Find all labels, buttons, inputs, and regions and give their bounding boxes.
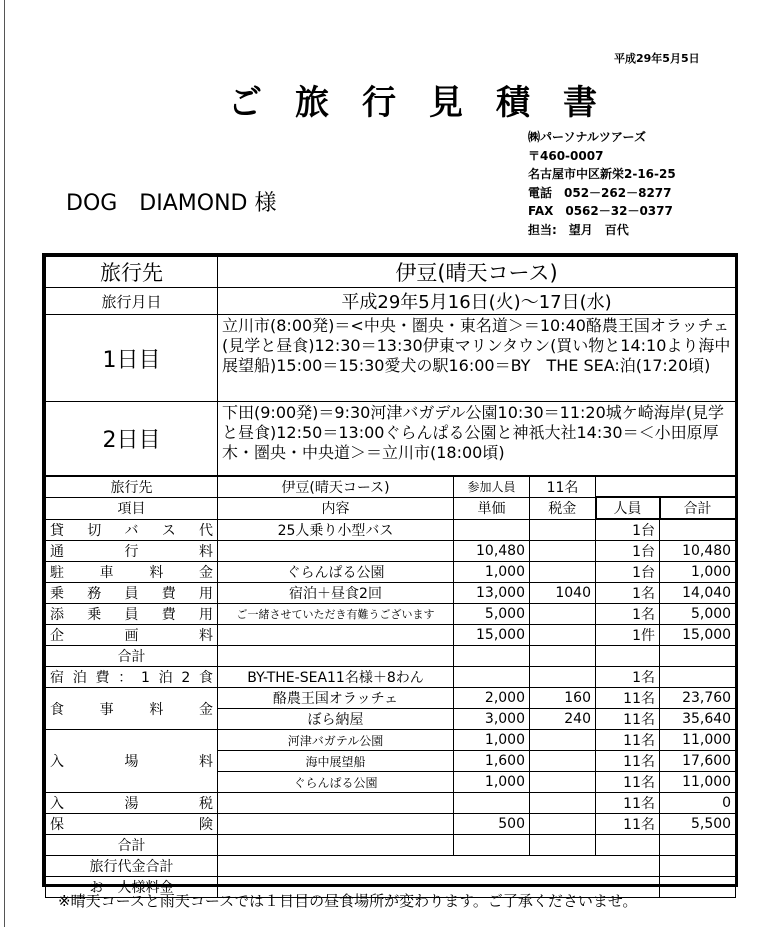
entry-people: 11名 [596, 772, 660, 793]
entry-unit: 1,600 [454, 751, 530, 772]
day1-itinerary: 立川市(8:00発)＝<中央・圏央・東名道＞＝10:40酪農王国オラッチェ(見学と昼食)12:30＝13:30伊東マリンタウン(買い物と14:10より海中展望船)15:00＝15:30愛犬の駅16:00＝BY THE SEA:泊(17:20頃) [218, 315, 736, 402]
row-people: 1名 [596, 604, 660, 625]
meal-unit: 3,000 [454, 709, 530, 730]
entry-unit: 1,000 [454, 730, 530, 751]
company-postal: 〒460-0007 [528, 148, 604, 163]
estimate-grid [45, 256, 737, 898]
participants-value: 11名 [530, 476, 596, 498]
insurance-unit: 500 [454, 814, 530, 835]
company-address: 名古屋市中区新栄2-16-25 [528, 167, 676, 181]
summary-date-label: 旅行月日 [46, 288, 218, 315]
meal-people: 11名 [596, 709, 660, 730]
row-tax: 1040 [530, 583, 596, 604]
row-people: 1台 [596, 519, 660, 541]
header-people: 人員 [596, 497, 660, 519]
insurance-total: 5,500 [660, 814, 736, 835]
row-item: 駐車料金 [46, 562, 218, 583]
row-unit: 1,000 [454, 562, 530, 583]
table-row [46, 625, 736, 646]
issue-date: 平成29年5月5日 [614, 52, 700, 65]
row-item: 貸切バス代 [46, 519, 218, 541]
row-item: 通行料 [46, 541, 218, 562]
row-total [660, 519, 736, 541]
participants-label: 参加人員 [454, 476, 530, 498]
day2-itinerary: 下田(9:00発)＝9:30河津バガデル公園10:30＝11:20城ケ崎海岸(見学と昼食)12:50＝13:00ぐらんぱる公園と神祇大社14:30＝＜小田原厚木・圏央・中央道＞＝立川市(18:00頃) [218, 402, 736, 476]
summary-date-value: 平成29年5月16日(火)～17日(水) [218, 288, 736, 315]
table-row [46, 519, 736, 541]
entry-total: 11,000 [660, 730, 736, 751]
company-staff: 担当: 望月 百代 [528, 222, 629, 237]
row-unit: 15,000 [454, 625, 530, 646]
header-content: 内容 [218, 497, 454, 519]
row-total: 1,000 [660, 562, 736, 583]
subtotal2-label: 合計 [46, 835, 218, 856]
table-row [46, 541, 736, 562]
entry-unit: 1,000 [454, 772, 530, 793]
row-people: 1件 [596, 625, 660, 646]
row-content: ぐらんぱる公園 [218, 562, 454, 583]
summary-dest-value: 伊豆(晴天コース) [218, 257, 736, 288]
lodging-content: BY-THE-SEA11名様＋8わん [218, 667, 454, 688]
entry-item: 入場料 [46, 730, 218, 793]
grand-total-value [660, 856, 736, 877]
footnote: ※晴天コースと雨天コースでは１日目の昼食場所が変わります。ご了承くださいませ。 [58, 892, 638, 910]
bath-tax-item: 入湯税 [46, 793, 218, 814]
cost-dest-value: 伊豆(晴天コース) [218, 476, 454, 498]
entry-total: 11,000 [660, 772, 736, 793]
entry-content: 河津バガテル公園 [218, 730, 454, 751]
insurance-item: 保険 [46, 814, 218, 835]
row-item: 乗務員費用 [46, 583, 218, 604]
header-unit: 単価 [454, 497, 530, 519]
table-row [46, 562, 736, 583]
meal-tax: 240 [530, 709, 596, 730]
row-item: 企画料 [46, 625, 218, 646]
company-block [528, 128, 676, 239]
row-unit: 13,000 [454, 583, 530, 604]
customer-name: DOG DIAMOND 様 [66, 191, 277, 216]
row-people: 1名 [596, 583, 660, 604]
day1-label: 1日目 [46, 315, 218, 402]
entry-people: 11名 [596, 751, 660, 772]
bath-tax-total: 0 [660, 793, 736, 814]
table-row [46, 604, 736, 625]
subtotal-label: 合計 [46, 646, 218, 667]
row-unit [454, 519, 530, 541]
page-edge-line [4, 0, 5, 927]
header-total: 合計 [660, 497, 736, 519]
bath-tax-people: 11名 [596, 793, 660, 814]
row-unit: 5,000 [454, 604, 530, 625]
row-people: 1台 [596, 562, 660, 583]
meal-people: 11名 [596, 688, 660, 709]
entry-content: 海中展望船 [218, 751, 454, 772]
table-row [46, 583, 736, 604]
meal-total: 35,640 [660, 709, 736, 730]
row-total: 5,000 [660, 604, 736, 625]
estimate-table [42, 253, 738, 896]
company-fax: FAX 0562－32－0377 [528, 204, 673, 218]
row-content: 宿泊＋昼食2回 [218, 583, 454, 604]
header-item: 項目 [46, 497, 218, 519]
entry-people: 11名 [596, 730, 660, 751]
blank-cell [596, 476, 736, 498]
row-content [218, 625, 454, 646]
row-total: 15,000 [660, 625, 736, 646]
row-item: 添乗員費用 [46, 604, 218, 625]
meal-tax: 160 [530, 688, 596, 709]
row-unit: 10,480 [454, 541, 530, 562]
day2-label: 2日目 [46, 402, 218, 476]
insurance-people: 11名 [596, 814, 660, 835]
meal-item: 食事料金 [46, 688, 218, 730]
company-tel: 電話 052－262－8277 [528, 185, 672, 200]
header-tax: 税金 [530, 497, 596, 519]
row-total: 14,040 [660, 583, 736, 604]
entry-total: 17,600 [660, 751, 736, 772]
row-tax [530, 541, 596, 562]
meal-content: 酪農王国オラッチェ [218, 688, 454, 709]
lodging-people: 1名 [596, 667, 660, 688]
row-tax [530, 604, 596, 625]
document-title: ご旅行見積書 [228, 83, 630, 123]
row-people: 1台 [596, 541, 660, 562]
per-person-value [660, 877, 736, 898]
cost-dest-label: 旅行先 [46, 476, 218, 498]
meal-content: ぼら納屋 [218, 709, 454, 730]
summary-dest-label: 旅行先 [46, 257, 218, 288]
row-tax [530, 519, 596, 541]
per-person-label: お一人様料金 [46, 877, 218, 898]
row-content: ご一緒させていただき有難うございます [218, 604, 454, 625]
meal-unit: 2,000 [454, 688, 530, 709]
entry-content: ぐらんぱる公園 [218, 772, 454, 793]
meal-total: 23,760 [660, 688, 736, 709]
row-total: 10,480 [660, 541, 736, 562]
grand-total-label: 旅行代金合計 [46, 856, 218, 877]
row-tax [530, 562, 596, 583]
company-name: ㈱パーソナルツアーズ [528, 130, 646, 144]
lodging-item: 宿泊費：1泊2食 [46, 667, 218, 688]
row-content [218, 541, 454, 562]
row-tax [530, 625, 596, 646]
row-content: 25人乗り小型バス [218, 519, 454, 541]
